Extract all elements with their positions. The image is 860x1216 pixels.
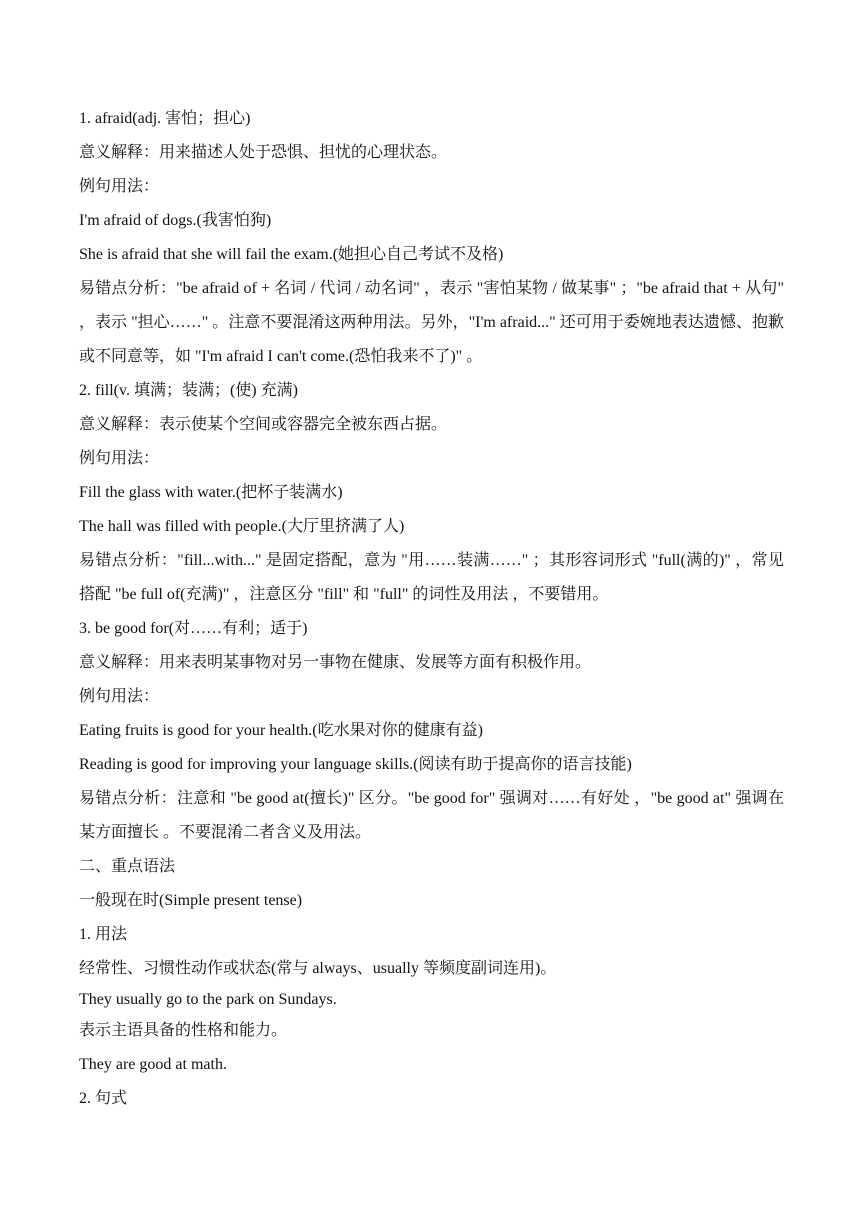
example-sentence: The hall was filled with people.(大厅里挤满了人) bbox=[79, 518, 405, 535]
grammar-topic-title: 一般现在时(Simple present tense) bbox=[79, 892, 303, 909]
grammar-subheading-sentence-patterns: 2. 句式 bbox=[79, 1090, 128, 1107]
vocab-heading-afraid: 1. afraid(adj. 害怕；担心) bbox=[79, 110, 251, 127]
grammar-subheading-usage: 1. 用法 bbox=[79, 926, 128, 943]
example-sentence: I'm afraid of dogs.(我害怕狗) bbox=[79, 212, 272, 229]
example-sentence: Reading is good for improving your language skills.(阅读有助于提高你的语言技能) bbox=[79, 756, 632, 773]
example-sentence: They are good at math. bbox=[79, 1056, 227, 1073]
section-heading-grammar: 二、重点语法 bbox=[79, 858, 176, 875]
error-analysis-fill: 易错点分析："fill...with..." 是固定搭配，意为 "用……装满……" ；其形容词形式 "full(满的)" ，常见搭配 "be full of(充满)" ，注意区分 "fill" 和 "full" 的词性及用法 ，不要错用。 bbox=[79, 552, 784, 603]
example-label: 例句用法： bbox=[79, 688, 160, 705]
usage-point: 经常性、习惯性动作或状态(常与 always、usually 等频度副词连用)。 bbox=[79, 960, 557, 977]
example-label: 例句用法： bbox=[79, 450, 160, 467]
document-body bbox=[79, 102, 784, 1116]
vocab-heading-fill: 2. fill(v. 填满；装满；(使) 充满) bbox=[79, 382, 298, 399]
meaning-afraid: 意义解释：用来描述人处于恐惧、担忧的心理状态。 bbox=[79, 144, 448, 161]
meaning-be-good-for: 意义解释：用来表明某事物对另一事物在健康、发展等方面有积极作用。 bbox=[79, 654, 592, 671]
error-analysis-afraid: 易错点分析："be afraid of + 名词 / 代词 / 动名词" ，表示 "害怕某物 / 做某事" ；"be afraid that + 从句" ，表示 "担心……" 。注意不要混淆这两种用法。另外，"I'm afraid..." 还可用于委婉地表达遗憾、抱歉或不同意等，如 "I'm afraid I can't come.(恐怕我来不了)" 。 bbox=[79, 280, 784, 365]
usage-point: 表示主语具备的性格和能力。 bbox=[79, 1022, 288, 1039]
vocab-heading-be-good-for: 3. be good for(对……有利；适于) bbox=[79, 620, 308, 637]
example-label: 例句用法： bbox=[79, 178, 160, 195]
example-sentence: She is afraid that she will fail the exam.(她担心自己考试不及格) bbox=[79, 246, 504, 263]
meaning-fill: 意义解释：表示使某个空间或容器完全被东西占据。 bbox=[79, 416, 448, 433]
example-sentence: Eating fruits is good for your health.(吃水果对你的健康有益) bbox=[79, 722, 483, 739]
example-sentence: They usually go to the park on Sundays. bbox=[79, 991, 337, 1008]
example-sentence: Fill the glass with water.(把杯子装满水) bbox=[79, 484, 343, 501]
error-analysis-be-good-for: 易错点分析：注意和 "be good at(擅长)" 区分。"be good for" 强调对……有好处 ，"be good at" 强调在某方面擅长 。不要混淆二者含义及用法。 bbox=[79, 790, 784, 841]
